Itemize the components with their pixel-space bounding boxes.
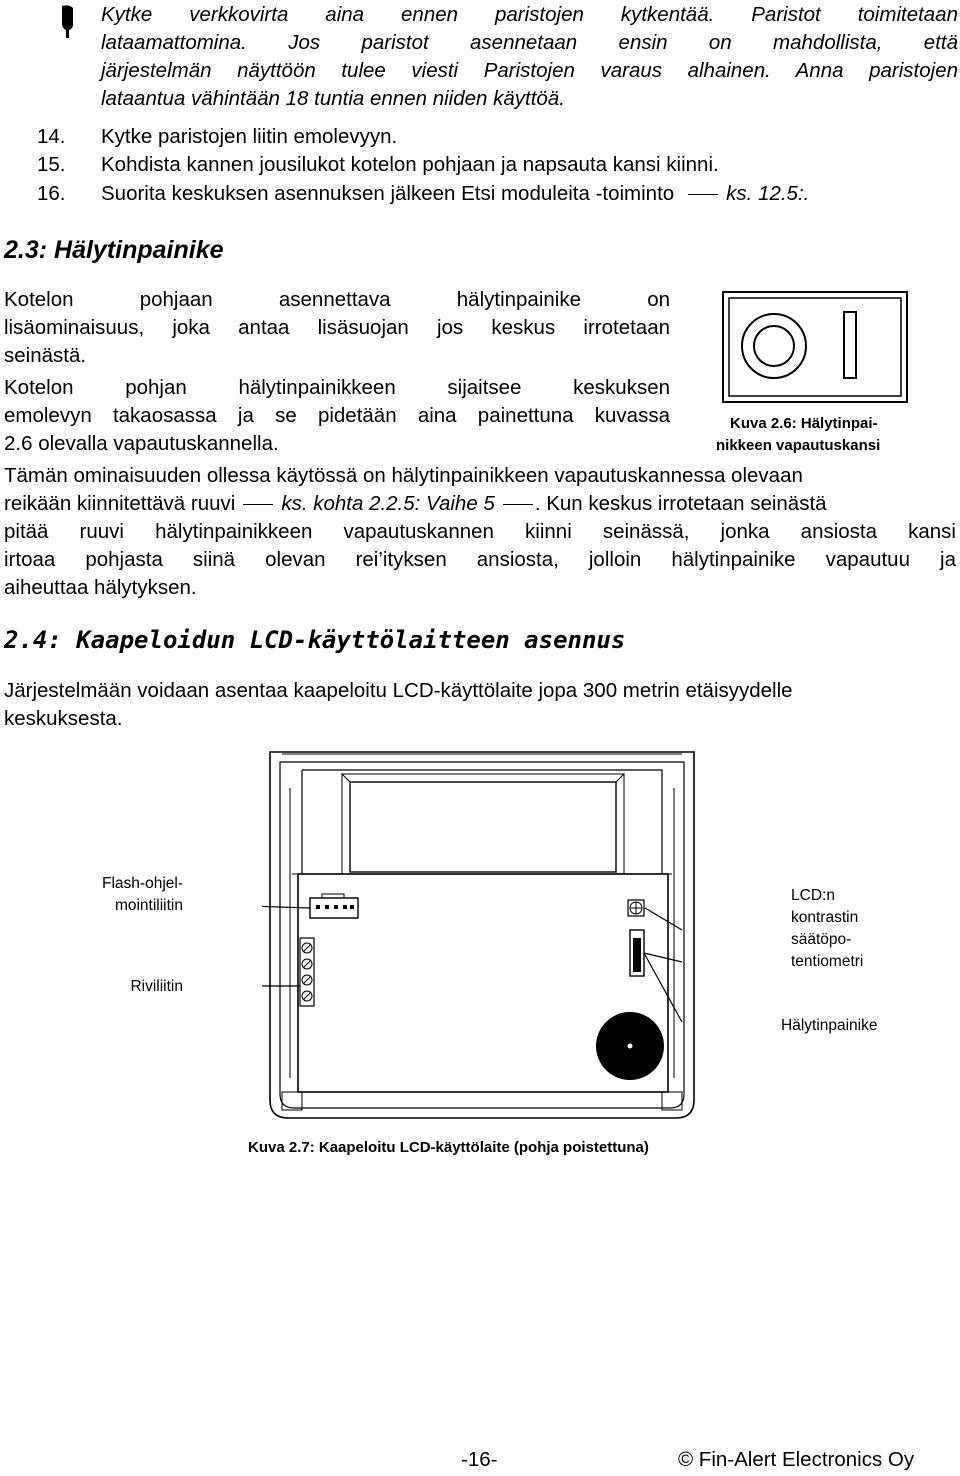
copyright: © Fin-Alert Electronics Oy bbox=[678, 1448, 915, 1471]
section-2-3-heading: 2.3: Hälytinpainike bbox=[4, 236, 224, 264]
p2-line-1: Kotelon pohjan hälytinpainikkeen sijaitsee keskuksen bbox=[4, 376, 670, 399]
p1-line-3: seinästä. bbox=[4, 344, 87, 367]
step-14-text: Kytke paristojen liitin emolevyyn. bbox=[101, 125, 398, 148]
figure-2-6-caption-2: nikkeen vapautuskansi bbox=[716, 437, 881, 454]
label-lcd-contrast-1: LCD:n bbox=[791, 887, 835, 904]
step-16-ref: ks. 12.5:. bbox=[726, 182, 810, 205]
step-16-text: Suorita keskuksen asennuksen jälkeen Etsi moduleita -toiminto bbox=[101, 182, 675, 205]
section-2-4-heading: 2.4: Kaapeloidun LCD-käyttölaitteen asennus bbox=[4, 626, 626, 654]
p3-line-2-post: . Kun keskus irrotetaan seinästä bbox=[534, 492, 827, 515]
s24-body-line-1: Järjestelmään voidaan asentaa kaapeloitu LCD-käyttölaite jopa 300 metrin etäisyydelle bbox=[4, 679, 793, 702]
p3-line-4: irtoaa pohjasta siinä olevan rei’ityksen ansiosta, jolloin hälytinpainike vapautuu ja bbox=[4, 548, 956, 571]
figure-2-6-caption-1: Kuva 2.6: Hälytinpai- bbox=[730, 415, 878, 432]
step-14-number: 14. bbox=[37, 125, 66, 148]
p3-line-2 bbox=[4, 490, 959, 518]
p1-line-2: lisäominaisuus, joka antaa lisäsuojan jos keskus irrotetaan bbox=[4, 316, 670, 339]
label-lcd-contrast-3: säätöpo- bbox=[791, 931, 852, 948]
label-flash-connector-2: mointiliitin bbox=[114, 897, 183, 914]
p1-line-1: Kotelon pohjaan asennettava hälytinpainike on bbox=[4, 288, 670, 311]
note-line-3: järjestelmän näyttöön tulee viesti Paristojen varaus alhainen. Anna paristojen bbox=[101, 59, 958, 82]
pointing-hand-icon bbox=[58, 4, 80, 42]
label-tamper-button: Hälytinpainike bbox=[781, 1017, 878, 1034]
step-15-number: 15. bbox=[37, 153, 66, 176]
step-15-text: Kohdista kannen jousilukot kotelon pohjaan ja napsauta kansi kiinni. bbox=[101, 153, 719, 176]
note-line-2: lataamattomina. Jos paristot asennetaan ensin on mahdollista, että bbox=[101, 31, 958, 54]
figure-2-7-caption: Kuva 2.7: Kaapeloitu LCD-käyttölaite (pohja poistettuna) bbox=[248, 1139, 649, 1156]
p3-line-2-pre: reikään kiinnitettävä ruuvi bbox=[4, 492, 236, 515]
s24-body-line-2: keskuksesta. bbox=[4, 707, 123, 730]
label-flash-connector-1: Flash-ohjel- bbox=[102, 875, 183, 892]
label-terminal-block: Riviliitin bbox=[130, 978, 183, 995]
step-16-number: 16. bbox=[37, 182, 66, 205]
step-16 bbox=[101, 180, 809, 208]
label-lcd-contrast-4: tentiometri bbox=[791, 953, 864, 970]
page-number: -16- bbox=[461, 1448, 498, 1471]
p3-line-5: aiheuttaa hälytyksen. bbox=[4, 576, 197, 599]
em-dash bbox=[243, 504, 273, 505]
label-lcd-contrast-2: kontrastin bbox=[791, 909, 859, 926]
lcd-keypad-figure bbox=[262, 748, 702, 1124]
p2-line-3: 2.6 olevalla vapautuskannella. bbox=[4, 432, 279, 455]
note-line-1: Kytke verkkovirta aina ennen paristojen kytkentää. Paristot toimitetaan bbox=[101, 3, 958, 26]
em-dash bbox=[503, 504, 533, 505]
em-dash bbox=[688, 194, 718, 195]
p3-line-1: Tämän ominaisuuden ollessa käytössä on hälytinpainikkeen vapautuskannessa olevaan bbox=[4, 464, 803, 487]
release-cover-figure bbox=[722, 291, 908, 403]
p3-line-3: pitää ruuvi hälytinpainikkeen vapautuskannen kiinni seinässä, jonka ansiosta kansi bbox=[4, 520, 956, 543]
p2-line-2: emolevyn takaosassa ja se pidetään aina painettuna kuvassa bbox=[4, 404, 670, 427]
p3-ref: ks. kohta 2.2.5: Vaihe 5 bbox=[281, 492, 495, 515]
note-line-4: lataantua vähintään 18 tuntia ennen niiden käyttöä. bbox=[101, 87, 565, 110]
